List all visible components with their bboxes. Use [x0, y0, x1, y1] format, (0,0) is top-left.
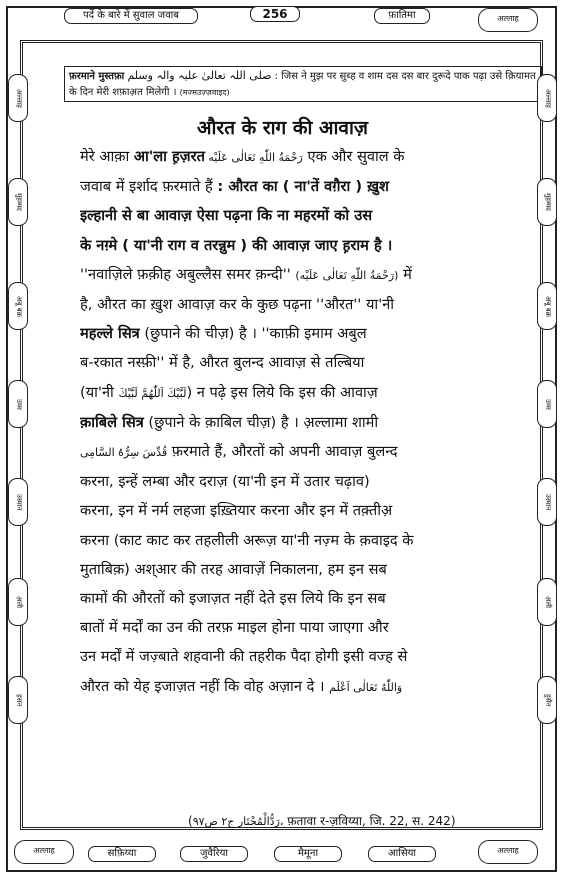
footer-tab: मैमूना: [274, 846, 342, 862]
text-line: औरत को येह इजाज़त नहीं कि वोह अज़ान दे । وَاللّٰهُ تَعَالٰى اَعْلَم: [80, 677, 403, 695]
text-line: ''नवाज़िले फ़क़ीह अबुल्लैस समर क़न्दी'' (رَحْمَةُ اللّٰهِ تَعَالٰى عَلَيْه) में: [80, 265, 412, 283]
body-text: [80, 142, 512, 702]
text-line: महल्ले सित्र (छुपाने की चीज़) है । ''काफ़ी इमाम अबुल: [80, 325, 367, 343]
page-title: औरत के राग की आवाज़: [197, 117, 368, 139]
header-corner-calligraphy: अल्लाह: [478, 8, 538, 32]
side-badge: अ़ली: [8, 578, 28, 626]
side-badge: मुहम्मद: [8, 178, 28, 226]
side-badge: हसन: [8, 676, 28, 724]
notice-box: [64, 66, 542, 102]
notice-source: (मज्मउज़्ज़वाइद): [179, 88, 230, 97]
text-line: ब-रकात नस्फ़ी'' में है, औरत बुलन्द आवाज़ से तल्बिया: [80, 354, 365, 372]
side-badge: अल्लाह: [537, 74, 557, 122]
text-line: करना, इन्हें लम्बा और दराज़ (या'नी इन में उतार चढ़ाव): [80, 473, 370, 491]
text-line: मेरे आक़ा आ'ला ह़ज़रत رَحْمَةُ اللّٰهِ تَعَالٰى عَلَيْه एक और सुवाल के: [80, 148, 405, 165]
text-line: बातों में मर्दों का उन की तरफ़ माइल होना पाया जाएगा और: [80, 619, 389, 637]
text-line: (या'नी لَبَّيْكَ اَللّٰهُمَّ لَبَّيْكَ) न पढ़े इस लिये कि इस की आवाज़: [80, 383, 378, 401]
side-badge: उस्मान: [537, 478, 557, 526]
side-badge: उस्मान: [8, 478, 28, 526]
footer-tab: सफ़िय्या: [88, 846, 156, 862]
text-line: करना, इन में नर्म लहजा इख़्तियार करना और इन में तक़्तीअ़: [80, 502, 393, 520]
text-line: क़ाबिले सित्र (छुपाने के क़ाबिल चीज़) है । अ़ल्लामा शामी: [80, 413, 379, 431]
text-line: के नग़्मे ( या'नी राग व तरन्नुम ) की आवाज़ जाए ह़राम है ।: [80, 236, 393, 254]
notice-text: : जिस ने मुझ पर सुब्ह व शाम दस दस बार दुरूदे पाक पढ़ा उसे क़ियामत के दिन मेरी शफ़ाअ़त मिलेगी ।: [69, 71, 536, 98]
text-line: है, औरत का ख़ुश आवाज़ कर के कुछ पढ़ना ''औरत'' या'नी: [80, 296, 395, 314]
side-badge: अ़ली: [537, 578, 557, 626]
side-badge: उमर: [8, 380, 28, 428]
notice-arabic: صلی اللہ تعالیٰ علیہ والہ وسلم: [127, 69, 272, 82]
notice-label: फ़रमाने मुस्तफ़ा: [69, 71, 125, 82]
text-line: उन मर्दों में जज़्बाते शहवानी की तहरीक पैदा होगी इसी वज्ह से: [80, 648, 408, 666]
text-line: मुताबिक़) अश्आर की तरह आवाज़ें निकालना, हम इन सब: [80, 560, 387, 578]
text-line: قُدِّسَ سِرُّهُ السَّامِى फ़रमाते हैं, औरतों को अपनी आवाज़ बुलन्द: [80, 443, 398, 461]
side-badge: अबू बक्र: [8, 282, 28, 330]
header-left-tab: पर्दे के बारे में सुवाल जवाब: [64, 8, 198, 24]
text-line: कामों की औरतों को इजाज़त नहीं देते इस लिये कि इन सब: [80, 590, 386, 608]
page-number: 256: [250, 6, 300, 22]
footer-corner-right: अल्लाह: [478, 840, 538, 864]
text-line: जवाब में इर्शाद फ़रमाते हैं : औरत का ( ना'तें वग़ैरा ) ख़ुश: [80, 178, 389, 196]
side-badge: अबू बक्र: [537, 282, 557, 330]
side-badge: हुसैन: [537, 676, 557, 724]
header-right-tab: फ़ातिमा: [374, 8, 430, 24]
side-badge: अल्लाह: [8, 74, 28, 122]
reference-line: (رَدُّالْمُحْتَار ج٢ ص٩٧، फ़तावा र-ज़विय्या, जि. 22, स. 242): [188, 814, 456, 828]
footer-tab: जुवैरिया: [180, 846, 248, 862]
footer-corner-left: अल्लाह: [14, 840, 74, 864]
side-badge: उमर: [537, 380, 557, 428]
text-line: करना (काट काट कर तहलीली अरूज़ या'नी नज़्म के क़वाइद के: [80, 531, 414, 549]
side-badge: मुहम्मद: [537, 178, 557, 226]
footer-tab: आसिया: [368, 846, 436, 862]
text-line: इल्हानी से बा आवाज़ ऐसा पढ़ना कि ना महरमों को उस: [80, 207, 373, 225]
